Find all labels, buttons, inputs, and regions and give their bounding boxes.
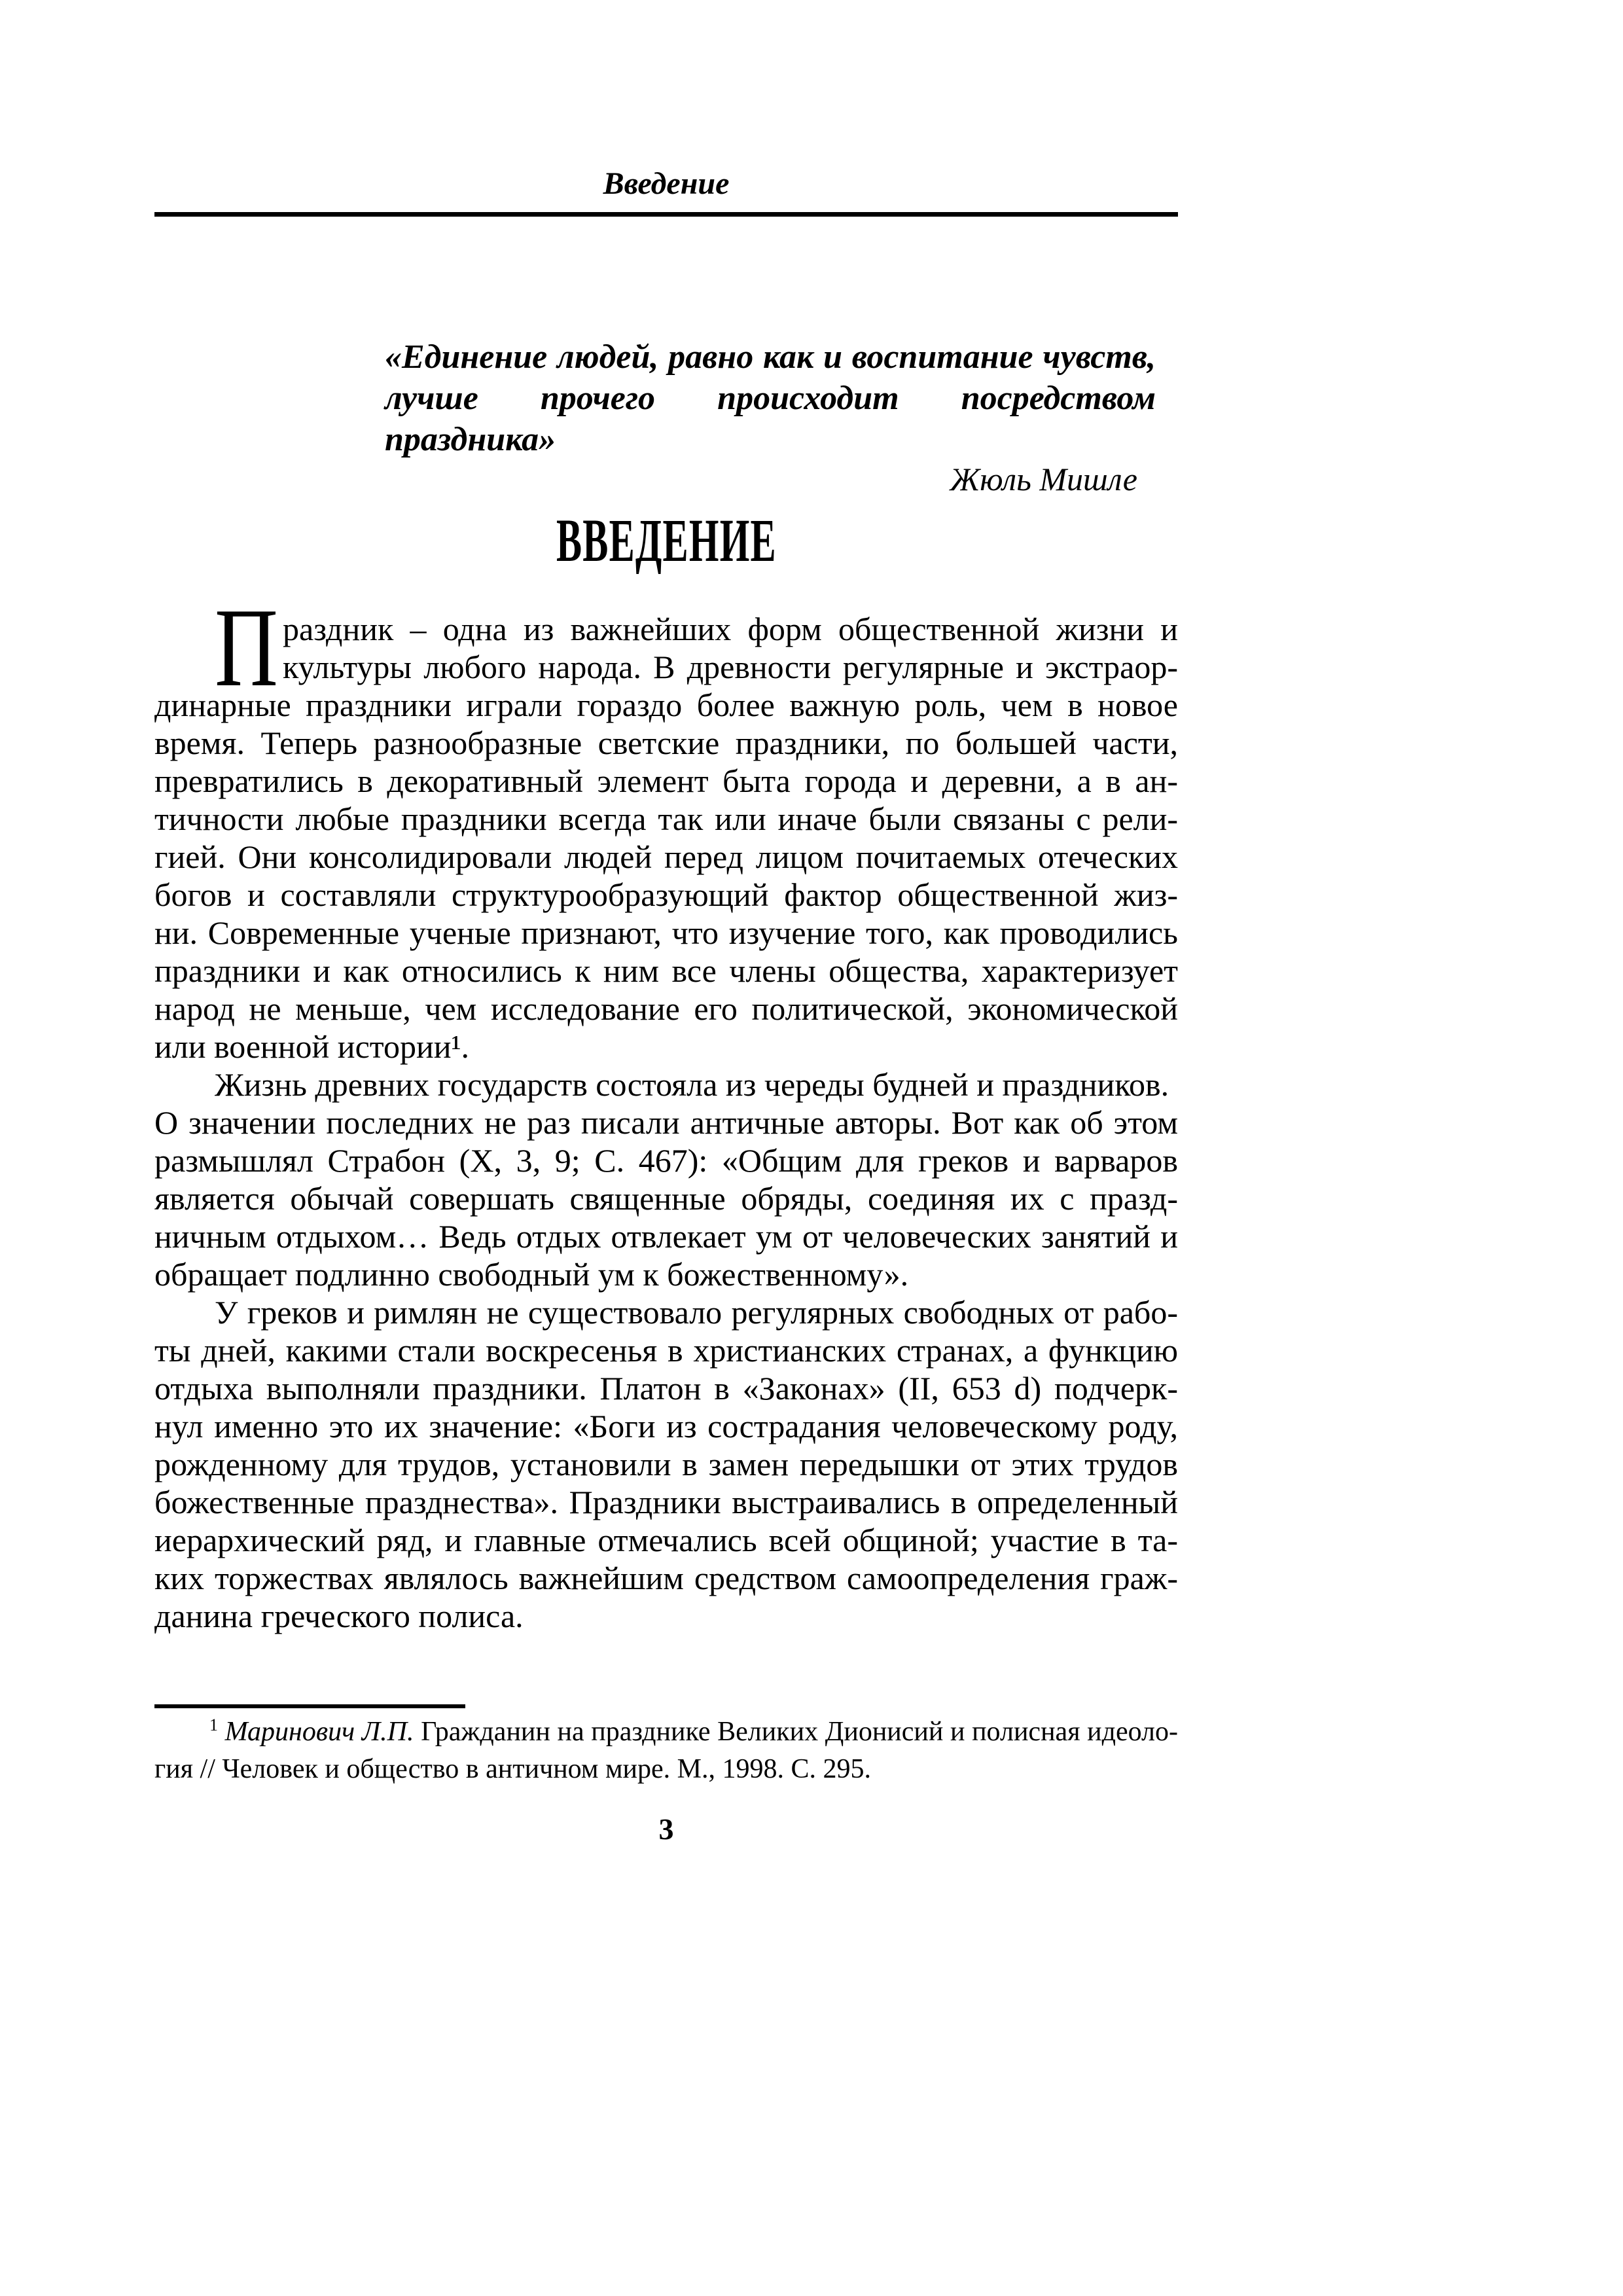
epigraph-attribution: Жюль Мишле xyxy=(950,461,1137,497)
body-line: праздники и как относились к ним все члены общества, характеризует xyxy=(154,952,1178,989)
paragraph xyxy=(154,586,1178,1066)
body-line: ни. Современные ученые признают, что изучение того, как проводились xyxy=(154,914,1178,951)
footnote-rule xyxy=(154,1704,465,1708)
footnote-author: Маринович Л.П. xyxy=(224,1717,414,1747)
body-line: богов и составляли структурообразующий фактор общественной жиз- xyxy=(154,876,1178,913)
running-head: Введение xyxy=(603,166,730,201)
epigraph-line: лучше прочего происходит посредством праздника» xyxy=(385,380,1156,458)
page-content xyxy=(154,0,1178,2296)
footnote xyxy=(154,1713,1178,1788)
body-line: божественные празднества». Праздники выстраивались в определенный xyxy=(154,1484,1178,1520)
body-line: культуры любого народа. В древности регулярные и экстраор- xyxy=(283,649,1178,685)
body-line: или военной истории¹. xyxy=(154,1028,469,1065)
body-line: отдыха выполняли праздники. Платон в «Законах» (II, 653 d) подчерк- xyxy=(154,1370,1178,1407)
footnote-marker: 1 xyxy=(209,1715,218,1734)
body-line: Жизнь древних государств состояла из череды будней и праздников. xyxy=(215,1066,1169,1103)
chapter-title xyxy=(154,507,1178,575)
body-line: ничным отдыхом… Ведь отдых отвлекает ум от человеческих занятий и xyxy=(154,1218,1178,1255)
epigraph xyxy=(385,336,1156,497)
body-line: О значении последних не раз писали античные авторы. Вот как об этом xyxy=(154,1104,1178,1141)
footnote-line: гия // Человек и общество в античном мире. М., 1998. С. 295. xyxy=(154,1754,872,1784)
body-line: является обычай совершать священные обряды, соединяя их с празд- xyxy=(154,1180,1178,1217)
drop-cap xyxy=(215,586,283,710)
page-number: 3 xyxy=(658,1812,674,1846)
body-line: иерархический ряд, и главные отмечались всей общиной; участие в та- xyxy=(154,1522,1178,1558)
body-line: гией. Они консолидировали людей перед лицом почитаемых отеческих xyxy=(154,838,1178,875)
body-line: превратились в декоративный элемент быта города и деревни, а в ан- xyxy=(154,762,1178,799)
body-line: данина греческого полиса. xyxy=(154,1598,524,1634)
body-line: динарные праздники играли гораздо более важную роль, чем в новое xyxy=(154,687,1178,723)
body-line: тичности любые праздники всегда так или иначе были связаны с рели- xyxy=(154,800,1178,837)
body-line: ты дней, какими стали воскресенья в христианских странах, а функцию xyxy=(154,1332,1178,1369)
body-line: размышлял Страбон (X, 3, 9; С. 467): «Общим для греков и варваров xyxy=(154,1142,1178,1179)
header-rule xyxy=(154,212,1178,217)
body-line: обращает подлинно свободный ум к божественному». xyxy=(154,1256,909,1293)
paragraph xyxy=(154,1293,1178,1635)
footnote-line xyxy=(154,1713,1178,1751)
footnote-text: Гражданин на празднике Великих Дионисий и полисная идеоло- xyxy=(421,1717,1179,1747)
body-line: раздник – одна из важнейших форм общественной жизни и xyxy=(283,611,1178,647)
paragraph xyxy=(154,1066,1178,1293)
body-line: ких торжествах являлось важнейшим средством самоопределения граж- xyxy=(154,1560,1178,1596)
body-line: рожденному для трудов, установили в замен передышки от этих трудов xyxy=(154,1446,1178,1482)
body-line: нул именно это их значение: «Боги из сострадания человеческому роду, xyxy=(154,1408,1178,1444)
chapter-title-text: ВВЕДЕНИЕ xyxy=(556,507,777,575)
body-line: У греков и римлян не существовало регулярных свободных от рабо- xyxy=(215,1294,1178,1331)
body-line: народ не меньше, чем исследование его политической, экономической xyxy=(154,990,1178,1027)
body-line: время. Теперь разнообразные светские праздники, по большей части, xyxy=(154,725,1178,761)
epigraph-line: «Единение людей, равно как и воспитание чувств, xyxy=(385,338,1156,376)
body-text xyxy=(154,586,1178,1635)
drop-cap-glyph: П xyxy=(215,586,278,710)
